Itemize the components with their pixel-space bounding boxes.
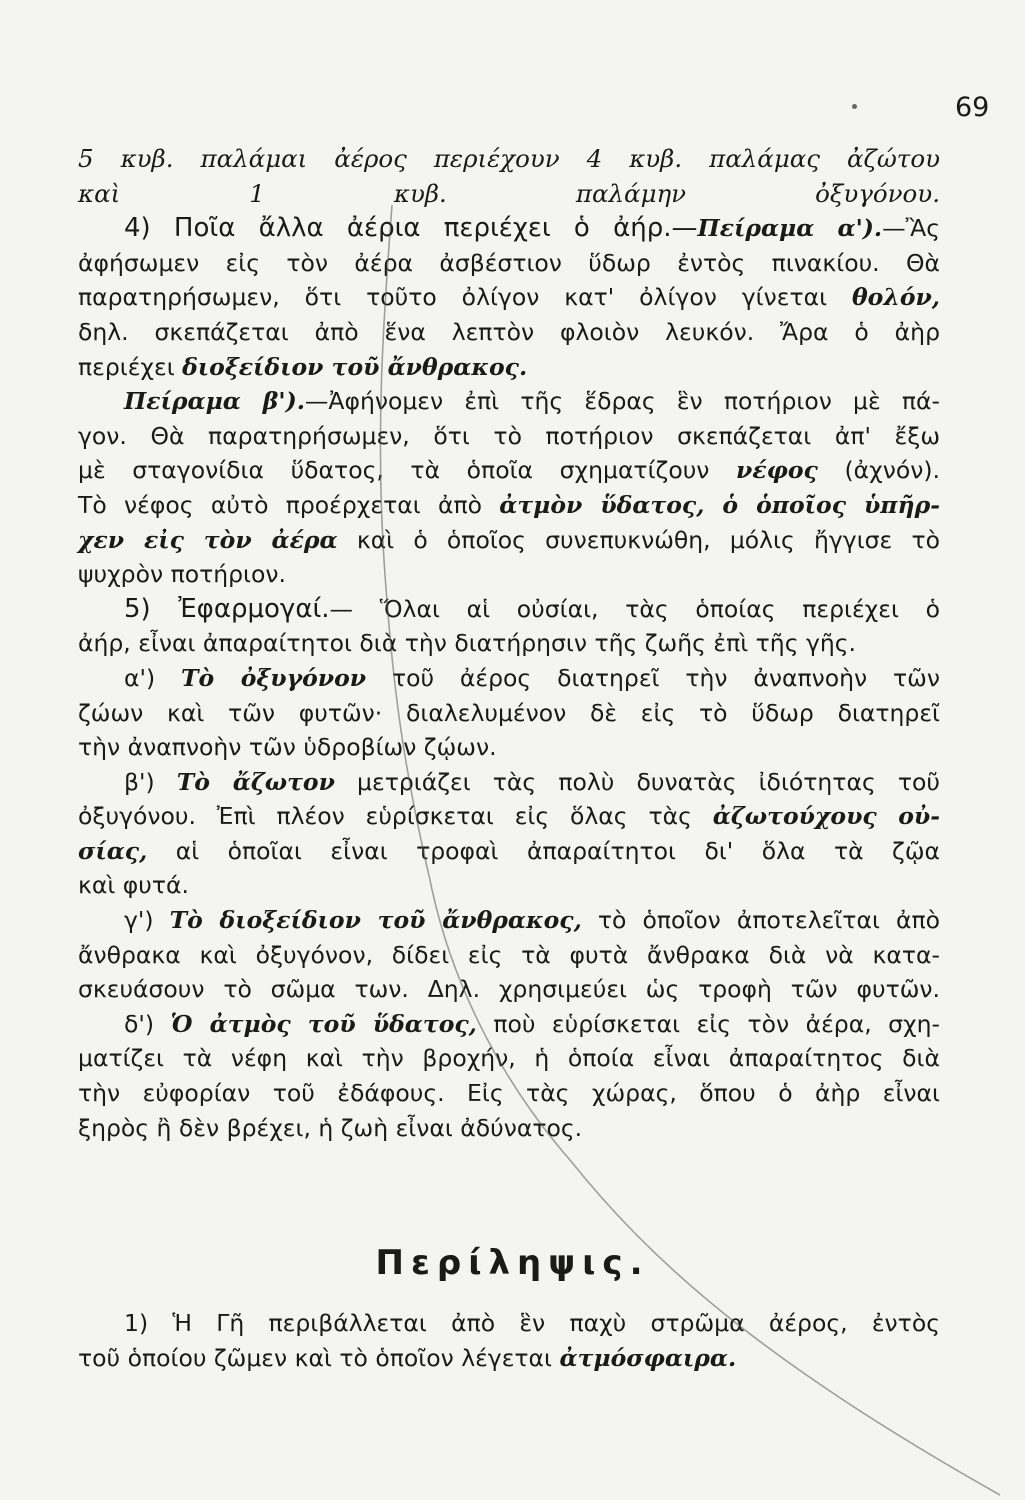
text-run: β') (124, 767, 177, 796)
text-run: αἱ ὁποῖαι εἶναι τροφαὶ ἀπαραίτητοι δι' ὅλα τὰ ζῷα (147, 836, 940, 865)
text-run: —Ἂς (882, 214, 941, 243)
text-run: —Ἀφήνομεν ἐπὶ τῆς ἕδρας ἓν ποτήριον μὲ πά- (304, 387, 940, 416)
emphasized-text: θολόν, (852, 283, 940, 312)
text-run: Τὸ νέφος αὐτὸ προέρχεται ἀπὸ (78, 490, 500, 519)
text-run: καὶ 1 κυβ. παλάμην ὀξυγόνου. (78, 178, 940, 208)
text-run: — Ὅλαι αἱ οὐσίαι, τὰς ὁποίας περιέχει ὁ (329, 594, 941, 623)
emphasized-text: Τὸ διοξείδιον τοῦ ἄνθρακος, (169, 906, 582, 935)
emphasized-text: Πείραμα α'). (697, 214, 883, 243)
text-run: περιέχει (78, 352, 183, 381)
text-run: τὸ ὁποῖον ἀποτελεῖται ἀπὸ (581, 906, 940, 935)
text-run: τοῦ ὁποίου ζῶμεν καὶ τὸ ὁποῖον λέγεται (78, 1343, 560, 1372)
text-run: ποὺ εὑρίσκεται εἰς τὸν ἀέρα, σχη- (476, 1009, 940, 1038)
emphasized-text: Τὸ ἄζωτον (176, 767, 335, 796)
text-run: ματίζει τὰ νέφη καὶ τὴν βροχήν, ἡ ὁποία εἶναι ἀπαραίτητος διὰ (78, 1044, 940, 1073)
text-run: 1) Ἡ Γῆ περιβάλλεται ἀπὸ ἓν παχὺ στρῶμα ἀέρος, ἐντὸς (124, 1309, 940, 1337)
text-run: ψυχρὸν ποτήριον. (78, 560, 286, 589)
emphasized-text: Ὁ ἀτμὸς τοῦ ὕδατος, (170, 1009, 477, 1038)
emphasized-text: νέφος (736, 456, 818, 485)
text-run: ἄνθρακα καὶ ὀξυγόνον, δίδει εἰς τὰ φυτὰ ἄνθρακα διὰ νὰ κατα- (78, 940, 940, 969)
text-run: παρατηρήσωμεν, ὅτι τοῦτο ὀλίγον κατ' ὀλίγον γίνεται (78, 283, 852, 312)
text-run: ὀξυγόνου. Ἐπὶ πλέον εὑρίσκεται εἰς ὅλας τὰς (78, 802, 713, 831)
text-run: δ') (124, 1009, 171, 1038)
text-run: ἀήρ, εἶναι ἀπαραίτητοι διὰ τὴν διατήρησιν τῆς ζωῆς ἐπὶ τῆς γῆς. (78, 629, 857, 658)
page-number: 69 (955, 92, 990, 123)
text-run: τὴν εὐφορίαν τοῦ ἐδάφους. Εἰς τὰς χώρας, ὅπου ὁ ἀὴρ εἶναι (78, 1079, 940, 1108)
summary-heading: Περίληψις. (375, 1243, 650, 1283)
text-run: καὶ ὁ ὁποῖος συνεπυκνώθη, μόλις ἤγγισε τὸ (337, 525, 940, 554)
emphasized-text: σίας, (78, 836, 148, 865)
text-run: σκευάσουν τὸ σῶμα των. Δηλ. χρησιμεύει ὡς τροφὴ τῶν φυτῶν. (78, 975, 940, 1004)
text-run: ζώων καὶ τῶν φυτῶν· διαλελυμένον δὲ εἰς τὸ ὕδωρ διατηρεῖ (78, 698, 940, 727)
emphasized-text: ἀτμὸν ὕδατος, ὁ ὁποῖος ὑπῆρ- (499, 490, 940, 519)
text-run: καὶ φυτά. (78, 871, 189, 900)
text-run: 5) Ἐφαρμογαί. (124, 593, 330, 624)
emphasized-text: Πείραμα β'). (124, 387, 305, 416)
text-run: α') (124, 663, 181, 692)
text-run: (ἀχνόν). (817, 456, 940, 485)
text-run: 4) Ποῖα ἄλλα ἀέρια περιέχει ὁ ἀήρ.— (124, 213, 698, 244)
text-run: 5 κυβ. παλάμαι ἀέρος περιέχουν 4 κυβ. παλάμας ἀζώτου (78, 144, 940, 173)
text-run: μὲ σταγονίδια ὕδατος, τὰ ὁποῖα σχηματίζουν (78, 456, 737, 485)
text-run: μετριάζει τὰς πολὺ δυνατὰς ἰδιότητας τοῦ (334, 767, 940, 796)
text-run: δηλ. σκεπάζεται ἀπὸ ἕνα λεπτὸν φλοιὸν λευκόν. Ἄρα ὁ ἀὴρ (78, 317, 940, 346)
emphasized-text: διοξείδιον τοῦ ἄνθρακος. (182, 352, 528, 381)
text-run: γ') (124, 906, 170, 935)
emphasized-text: ἀτμόσφαιρα. (559, 1343, 737, 1372)
emphasized-text: ἀζωτούχους οὐ- (712, 802, 940, 831)
emphasized-text: Τὸ ὀξυγόνον (180, 663, 367, 692)
text-run: ἀφήσωμεν εἰς τὸν ἀέρα ἀσβέστιον ὕδωρ ἐντὸς πινακίου. Θὰ (78, 248, 940, 277)
text-run: γον. Θὰ παρατηρήσωμεν, ὅτι τὸ ποτήριον σκεπάζεται ἀπ' ἔξω (78, 421, 940, 450)
text-run: τοῦ ἀέρος διατηρεῖ τὴν ἀναπνοὴν τῶν (366, 663, 940, 692)
emphasized-text: χεν εἰς τὸν ἀέρα (78, 525, 338, 554)
text-run: τὴν ἀναπνοὴν τῶν ὑδροβίων ζῴων. (78, 733, 497, 762)
text-run: ξηρὸς ἢ δὲν βρέχει, ἡ ζωὴ εἶναι ἀδύνατος. (78, 1113, 583, 1142)
